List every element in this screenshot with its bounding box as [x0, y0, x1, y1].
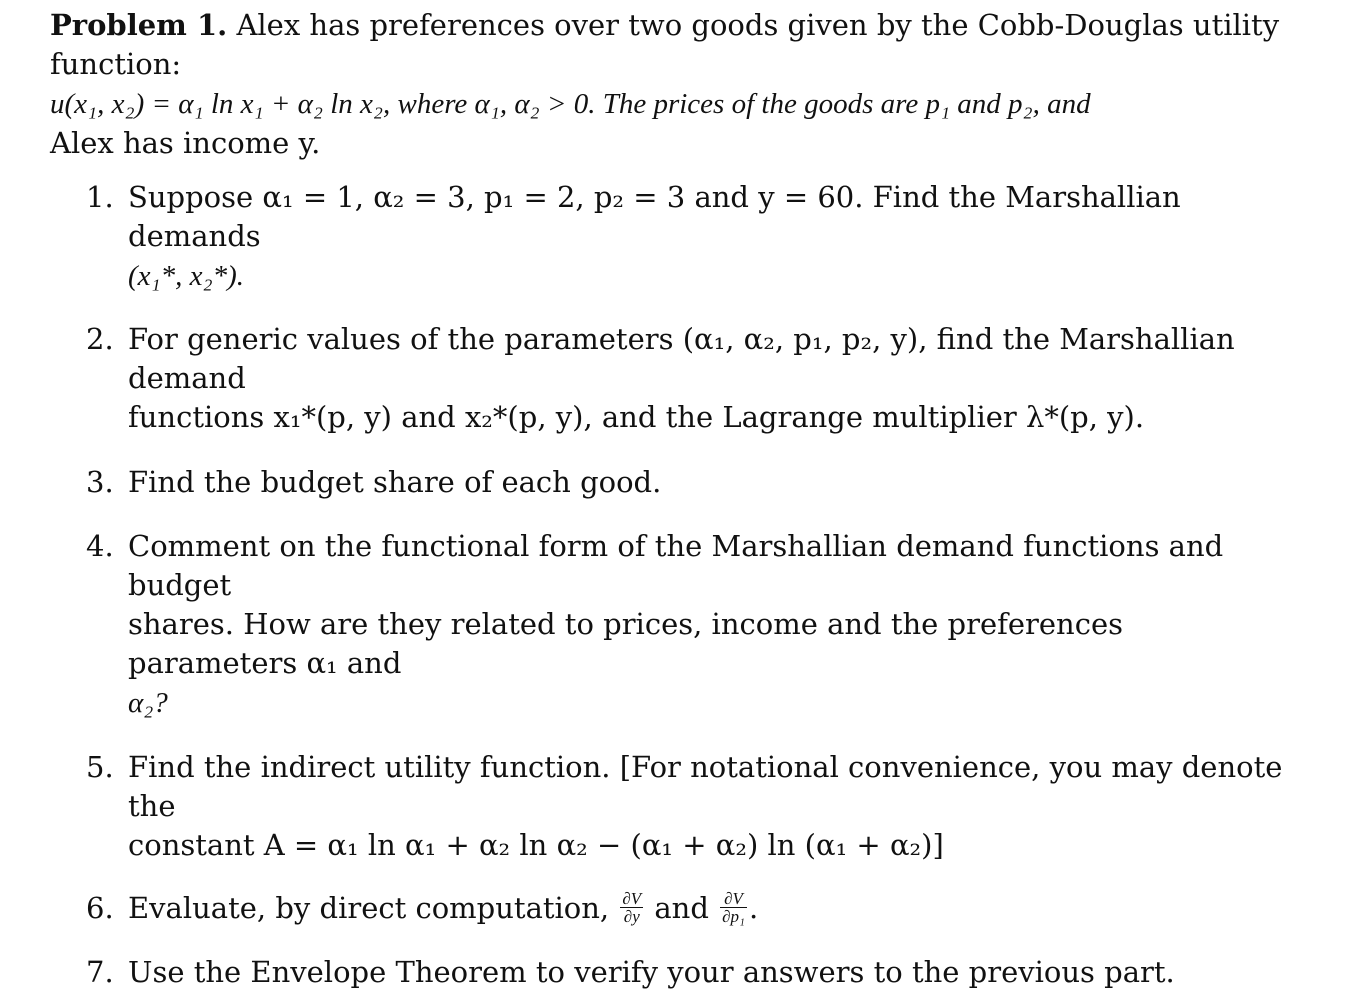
question-4 [50, 527, 1300, 723]
intro-line-1: Alex has preferences over two goods given by the Cobb-Douglas utility function: [50, 8, 1280, 81]
question-6-text-mid: and [654, 891, 709, 925]
question-5-line-1: Find the indirect utility function. [For notational convenience, you may denote the [128, 750, 1283, 823]
problem-intro [50, 6, 1300, 163]
question-1-line-1: Suppose α₁ = 1, α₂ = 3, p₁ = 2, p₂ = 3 and y = 60. Find the Marshallian demands [128, 180, 1181, 253]
intro-line-2: u(x₁, x₂) = α₁ ln x₁ + α₂ ln x₂, where α₁, α₂ > 0. The prices of the goods are p₁ and p₂, and [50, 88, 1091, 120]
question-6 [50, 889, 1300, 928]
question-3 [50, 463, 1300, 502]
question-number: 6. [86, 891, 114, 925]
question-2-line-1: For generic values of the parameters (α₁, α₂, p₁, p₂, y), find the Marshallian demand [128, 322, 1235, 395]
question-number: 7. [86, 955, 114, 989]
question-5-line-2: constant A = α₁ ln α₁ + α₂ ln α₂ − (α₁ + α₂) ln (α₁ + α₂)] [128, 828, 944, 862]
fraction-numerator: ∂V [720, 890, 747, 908]
question-number: 1. [86, 180, 114, 214]
question-number: 2. [86, 322, 114, 356]
question-number: 3. [86, 465, 114, 499]
question-7 [50, 953, 1300, 992]
question-4-line-3: α₂? [128, 687, 168, 719]
intro-line-3: Alex has income y. [50, 126, 321, 160]
question-3-line-1: Find the budget share of each good. [128, 465, 662, 499]
question-list [50, 178, 1300, 992]
partial-v-y-fraction [620, 890, 643, 925]
question-2-line-2: functions x₁*(p, y) and x₂*(p, y), and the Lagrange multiplier λ*(p, y). [128, 400, 1145, 434]
question-6-text-before: Evaluate, by direct computation, [128, 891, 610, 925]
question-4-line-1: Comment on the functional form of the Marshallian demand functions and budget [128, 529, 1224, 602]
question-1 [50, 178, 1300, 296]
partial-v-p1-fraction [720, 890, 747, 925]
question-6-text-after: . [748, 891, 759, 925]
problem-document [50, 6, 1300, 989]
question-7-line-1: Use the Envelope Theorem to verify your answers to the previous part. [128, 955, 1175, 989]
question-4-line-2: shares. How are they related to prices, income and the preferences parameters α₁ and [128, 607, 1124, 680]
fraction-numerator: ∂V [622, 888, 642, 908]
question-1-line-2: (x₁*, x₂*). [128, 260, 244, 292]
question-5 [50, 748, 1300, 865]
question-number: 4. [86, 529, 114, 563]
problem-heading: Problem 1. [50, 8, 228, 42]
fraction-denominator: ∂p₁ [722, 906, 745, 926]
question-2 [50, 320, 1300, 437]
question-number: 5. [86, 750, 114, 784]
fraction-denominator: ∂y [623, 906, 640, 926]
